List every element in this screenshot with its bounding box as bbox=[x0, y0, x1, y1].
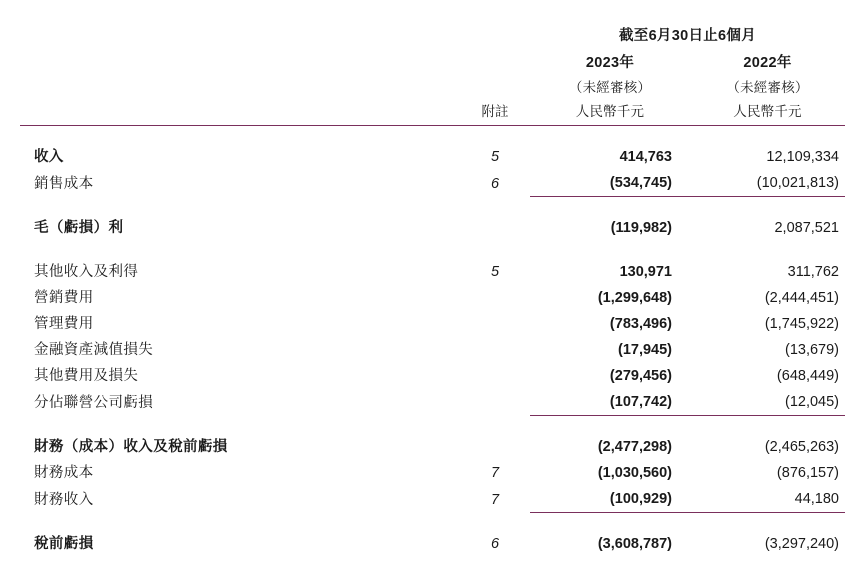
spacer bbox=[20, 197, 845, 216]
row-label: 營銷費用 bbox=[34, 290, 94, 306]
row-value-2022: (2,444,451) bbox=[764, 290, 839, 306]
row-label: 毛（虧損）利 bbox=[34, 220, 124, 236]
row-note bbox=[460, 337, 530, 363]
spacer bbox=[20, 126, 845, 145]
row-label: 銷售成本 bbox=[34, 175, 94, 192]
row-note bbox=[460, 363, 530, 389]
row-value-2022: (13,679) bbox=[784, 342, 839, 358]
row-note: 7 bbox=[490, 491, 500, 508]
row-note: 6 bbox=[490, 536, 500, 552]
column-header-2023-audit: （未經審核） bbox=[568, 80, 652, 95]
table-row bbox=[20, 311, 845, 337]
row-value-2022: (10,021,813) bbox=[690, 170, 845, 197]
row-value-2023: 130,971 bbox=[619, 264, 672, 280]
row-note bbox=[460, 311, 530, 337]
table-row bbox=[20, 144, 845, 170]
row-label: 收入 bbox=[34, 149, 64, 165]
column-header-2023-year: 2023年 bbox=[585, 55, 635, 71]
income-statement-table bbox=[20, 0, 845, 557]
header-unit-row bbox=[20, 100, 845, 125]
row-label: 其他收入及利得 bbox=[34, 264, 139, 280]
table-row bbox=[20, 170, 845, 197]
period-title: 截至6月30日止6個月 bbox=[618, 28, 757, 44]
row-note bbox=[460, 285, 530, 311]
row-value-2022: 12,109,334 bbox=[766, 149, 839, 165]
table-row bbox=[20, 363, 845, 389]
row-label: 管理費用 bbox=[34, 316, 94, 332]
note-column-header: 附註 bbox=[481, 104, 509, 119]
row-value-2022: (648,449) bbox=[776, 368, 839, 384]
row-label: 其他費用及損失 bbox=[34, 368, 139, 384]
row-value-2023: (783,496) bbox=[609, 316, 672, 332]
row-value-2022: (2,465,263) bbox=[764, 439, 839, 455]
row-note: 6 bbox=[490, 175, 500, 192]
table-row bbox=[20, 486, 845, 513]
table-row bbox=[20, 389, 845, 416]
row-value-2022: (876,157) bbox=[776, 465, 839, 481]
header-period-row bbox=[20, 0, 845, 51]
row-value-2023: (119,982) bbox=[610, 220, 672, 236]
header-audit-row bbox=[20, 76, 845, 100]
table-row bbox=[20, 215, 845, 241]
row-value-2022: 44,180 bbox=[690, 486, 845, 513]
row-value-2022: (12,045) bbox=[690, 389, 845, 416]
row-note: 5 bbox=[490, 149, 500, 165]
row-value-2023: (107,742) bbox=[530, 389, 690, 416]
header-year-row bbox=[20, 51, 845, 76]
row-note bbox=[460, 389, 530, 416]
spacer bbox=[20, 416, 845, 435]
row-value-2023: (534,745) bbox=[530, 170, 690, 197]
table-row bbox=[20, 259, 845, 285]
row-value-2023: (1,299,648) bbox=[597, 290, 672, 306]
row-note bbox=[460, 434, 530, 460]
row-note: 5 bbox=[490, 264, 500, 280]
row-note: 7 bbox=[490, 465, 500, 481]
row-label: 分佔聯營公司虧損 bbox=[34, 394, 154, 411]
column-header-2023-unit: 人民幣千元 bbox=[575, 104, 645, 119]
row-label: 財務收入 bbox=[34, 491, 94, 508]
table-row bbox=[20, 531, 845, 557]
column-header-2022-audit: （未經審核） bbox=[726, 80, 809, 95]
table-row bbox=[20, 337, 845, 363]
row-value-2022: (3,297,240) bbox=[764, 536, 839, 552]
spacer bbox=[20, 513, 845, 532]
table-row bbox=[20, 434, 845, 460]
spacer bbox=[20, 241, 845, 259]
table-row bbox=[20, 285, 845, 311]
row-label: 財務（成本）收入及稅前虧損 bbox=[34, 439, 228, 455]
row-value-2022: 2,087,521 bbox=[774, 220, 839, 236]
row-note bbox=[460, 215, 530, 241]
table-row bbox=[20, 460, 845, 486]
row-value-2023: 414,763 bbox=[619, 149, 672, 165]
row-label: 稅前虧損 bbox=[34, 536, 94, 552]
row-value-2022: (1,745,922) bbox=[764, 316, 839, 332]
column-header-2022-unit: 人民幣千元 bbox=[733, 104, 802, 119]
column-header-2022-year: 2022年 bbox=[743, 55, 792, 71]
row-value-2022: 311,762 bbox=[787, 264, 839, 280]
row-value-2023: (279,456) bbox=[609, 368, 672, 384]
row-value-2023: (2,477,298) bbox=[597, 439, 672, 455]
row-label: 金融資產減值損失 bbox=[34, 342, 154, 358]
row-label: 財務成本 bbox=[34, 465, 94, 481]
row-value-2023: (17,945) bbox=[617, 342, 672, 358]
row-value-2023: (1,030,560) bbox=[597, 465, 672, 481]
row-value-2023: (3,608,787) bbox=[597, 536, 672, 552]
row-value-2023: (100,929) bbox=[530, 486, 690, 513]
